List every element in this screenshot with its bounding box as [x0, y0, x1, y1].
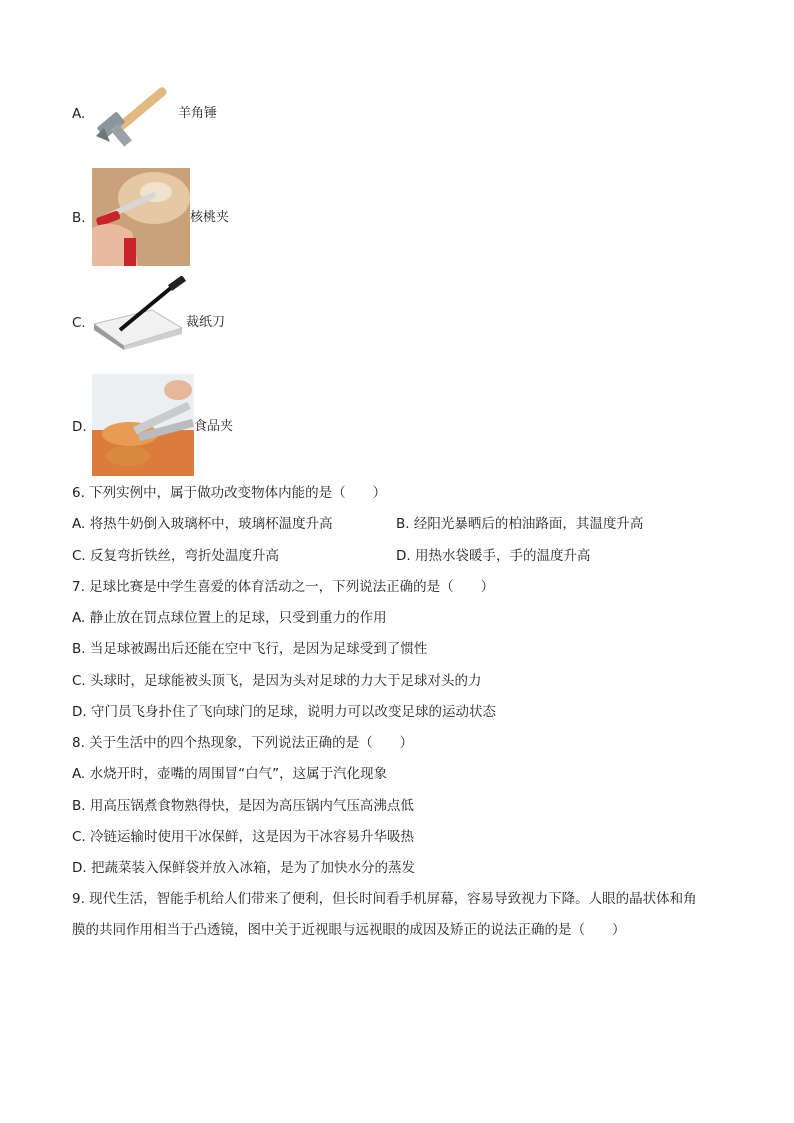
q6-option-a: A. 将热牛奶倒入玻璃杯中，玻璃杯温度升高: [72, 516, 333, 532]
q7-option-a: A. 静止放在罚点球位置上的足球，只受到重力的作用: [72, 610, 387, 626]
q7-option-b: B. 当足球被踢出后还能在空中飞行，是因为足球受到了惯性: [72, 641, 428, 657]
walnut-cracker-icon: [92, 168, 190, 266]
q6-option-b: B. 经阳光暴晒后的柏油路面，其温度升高: [396, 516, 644, 532]
q8-option-d: D. 把蔬菜装入保鲜袋并放入冰箱，是为了加快水分的蒸发: [72, 860, 415, 876]
q7-stem: 7. 足球比赛是中学生喜爱的体育活动之一，下列说法正确的是（ ）: [72, 579, 495, 595]
option-b-label: 核桃夹: [190, 210, 230, 225]
option-b-letter: B.: [72, 210, 86, 226]
option-d-label: 食品夹: [194, 419, 234, 434]
option-a-label: 羊角锤: [178, 106, 218, 121]
q8-option-b: B. 用高压锅煮食物熟得快，是因为高压锅内气压高沸点低: [72, 798, 414, 814]
paper-cutter-icon: [90, 276, 186, 350]
q7-option-c: C. 头球时，足球能被头顶飞，是因为头对足球的力大于足球对头的力: [72, 673, 482, 689]
q9-line-1: 9. 现代生活，智能手机给人们带来了便利，但长时间看手机屏幕，容易导致视力下降。人眼的晶状体和角: [72, 891, 697, 907]
q9-line-2: 膜的共同作用相当于凸透镜，图中关于近视眼与远视眼的成因及矫正的说法正确的是（ ）: [72, 922, 626, 938]
q6-stem: 6. 下列实例中，属于做功改变物体内能的是（ ）: [72, 485, 387, 501]
q7-option-d: D. 守门员飞身扑住了飞向球门的足球，说明力可以改变足球的运动状态: [72, 704, 496, 720]
food-tongs-icon: [92, 374, 194, 476]
q8-stem: 8. 关于生活中的四个热现象，下列说法正确的是（ ）: [72, 735, 414, 751]
q8-option-a: A. 水烧开时，壶嘴的周围冒“白气”，这属于汽化现象: [72, 766, 388, 782]
option-c-letter: C.: [72, 315, 86, 331]
option-d-letter: D.: [72, 419, 87, 435]
q6-option-c: C. 反复弯折铁丝，弯折处温度升高: [72, 548, 280, 564]
option-c-label: 裁纸刀: [186, 315, 226, 330]
q8-option-c: C. 冷链运输时使用干冰保鲜，这是因为干冰容易升华吸热: [72, 829, 415, 845]
option-a-letter: A.: [72, 106, 86, 122]
claw-hammer-icon: [90, 70, 176, 156]
q6-option-d: D. 用热水袋暖手，手的温度升高: [396, 548, 591, 564]
